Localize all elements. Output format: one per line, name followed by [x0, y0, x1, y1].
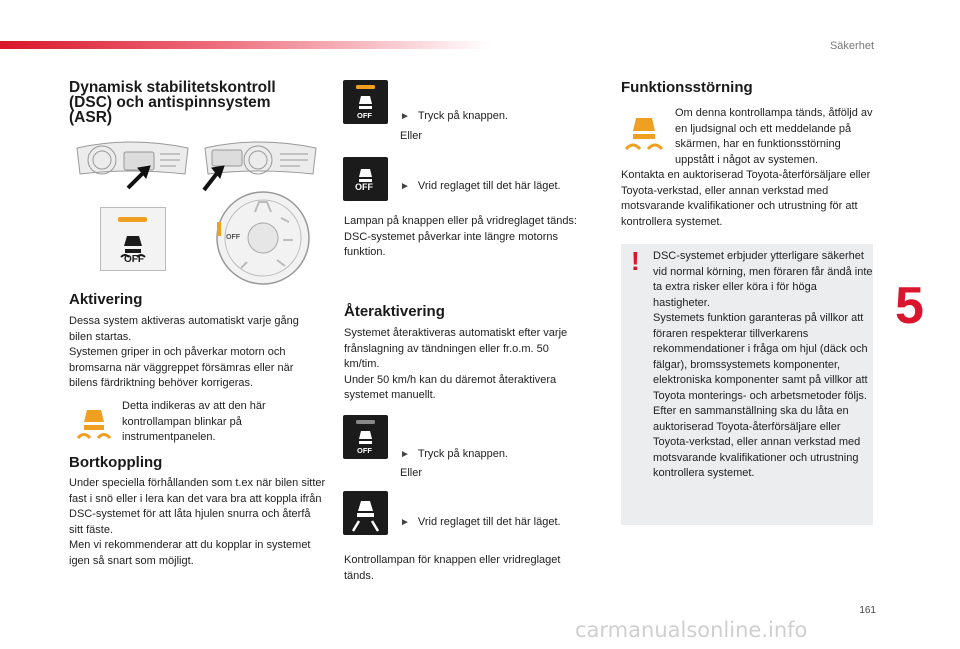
bortkoppling-heading: Bortkoppling	[69, 454, 163, 471]
dsc-button-closeup	[100, 207, 166, 271]
step3-instruction	[400, 431, 508, 462]
step4-instruction	[400, 499, 561, 530]
watermark: carmanualsonline.info	[575, 618, 808, 642]
or-text-1: Eller	[400, 130, 423, 142]
contact-text: Kontakta en auktoriserad Toyota-återförsäljare eller Toyota-verkstad, eller annan verkstad med motsvarande kvalifikationer och utrustning för att kontrollera systemet.	[621, 169, 871, 228]
aktivering-text: Dessa system aktiveras automatiskt varje gång bilen startas. Systemen griper in och påverkar motorn och bromsarna när väggreppet försämras eller när bilens färdriktning behöver korrigeras.	[69, 315, 299, 389]
chapter-number: 5	[895, 277, 924, 335]
step2-text: Vrid reglaget till det här läget.	[417, 179, 561, 192]
step1-text: Tryck på knappen.	[417, 109, 508, 122]
header-accent-bar	[0, 41, 490, 49]
bullet-icon: ►	[400, 448, 410, 460]
section-title: Säkerhet	[829, 40, 874, 52]
or-text-2: Eller	[400, 467, 423, 479]
step2-instruction	[400, 163, 561, 194]
dsc-warning-lamp-icon	[76, 404, 112, 442]
dsc-on-dial-icon-step4	[343, 491, 388, 535]
off-label: OFF	[355, 182, 373, 192]
bortkoppling-text: Under speciella förhållanden som t.ex när bilen sitter fast i snö eller i lera kan det vara bra att koppla ifrån DSC-systemet för att låta hjulen snurra och återfå sitt fäste. Men vi rekommenderar att du kopplar in systemet igen så snart som möjligt.	[69, 477, 326, 567]
malfunction-heading: Funktionsstörning	[621, 79, 753, 96]
step1-instruction	[400, 93, 508, 124]
dial-position-icon	[343, 157, 388, 201]
dsc-off-dial-icon-step2	[343, 157, 388, 201]
warning-icon: !	[631, 246, 640, 276]
bullet-icon: ►	[400, 180, 410, 192]
dashboard-left-illustration	[77, 142, 188, 188]
off-label: OFF	[357, 446, 372, 455]
step4-text: Vrid reglaget till det här läget.	[417, 515, 561, 528]
step3-text: Tryck på knappen.	[417, 447, 508, 460]
dashboard-right-illustration	[204, 142, 316, 190]
dashboard-illustrations	[72, 136, 322, 196]
bullet-icon: ►	[400, 516, 410, 528]
dsc-off-button-icon-step1	[343, 80, 388, 124]
lamp-text: Lampan på knappen eller på vridreglaget tänds: DSC-systemet påverkar inte längre motorns funktion.	[344, 215, 577, 258]
page-number: 161	[859, 605, 876, 616]
off-label: OFF	[357, 111, 372, 120]
aktivering-heading: Aktivering	[69, 291, 143, 308]
reactivation-text: Systemet återaktiveras automatiskt efter varje frånslagning av tändningen eller fr.o.m. 50 km/tim. Under 50 km/h kan du däremot återaktivera systemet manuellt.	[344, 327, 568, 401]
dial-off-label: OFF	[226, 234, 240, 241]
malfunction-lamp-text: Om denna kontrollampa tänds, åtföljd av en ljudsignal och ett meddelande på skärmen, har en funktionsstörning uppstått i något av systemen.	[675, 107, 873, 166]
reactivation-heading: Återaktivering	[344, 303, 445, 320]
warning-box	[621, 244, 873, 525]
car-skid-icon	[343, 491, 388, 535]
page-title: Dynamisk stabilitetskontroll (DSC) och antispinnsystem (ASR)	[69, 79, 276, 126]
indicator-text: Detta indikeras av att den här kontrollampan blinkar på instrumentpanelen.	[122, 400, 266, 443]
warning-text: DSC-systemet erbjuder ytterligare säkerhet vid normal körning, men föraren får ändå inte ta extra risker eller köra i för höga hastigheter. Systemets funktion garanteras på villkor att föraren respekterar tillverkarens rekommendationer i fråga om hjul (däck och fälgar), bromssystemets komponenter, elektroniska komponenter samt på villkor att Toyota monterings- och arbetsmetoder följs. Efter en sammanställning ska du låta en auktoriserad Toyota-återförsäljare eller Toyota-verkstad, eller annan verkstad med motsvarande kvalifikationer och utrustning kontrollera systemet.	[653, 250, 873, 479]
final-text: Kontrollampan för knappen eller vridreglaget tänds.	[344, 554, 561, 582]
dsc-button-icon-step3	[343, 415, 388, 459]
bullet-icon: ►	[400, 110, 410, 122]
off-label: OFF	[124, 254, 144, 265]
dsc-warning-lamp-icon	[624, 111, 664, 153]
